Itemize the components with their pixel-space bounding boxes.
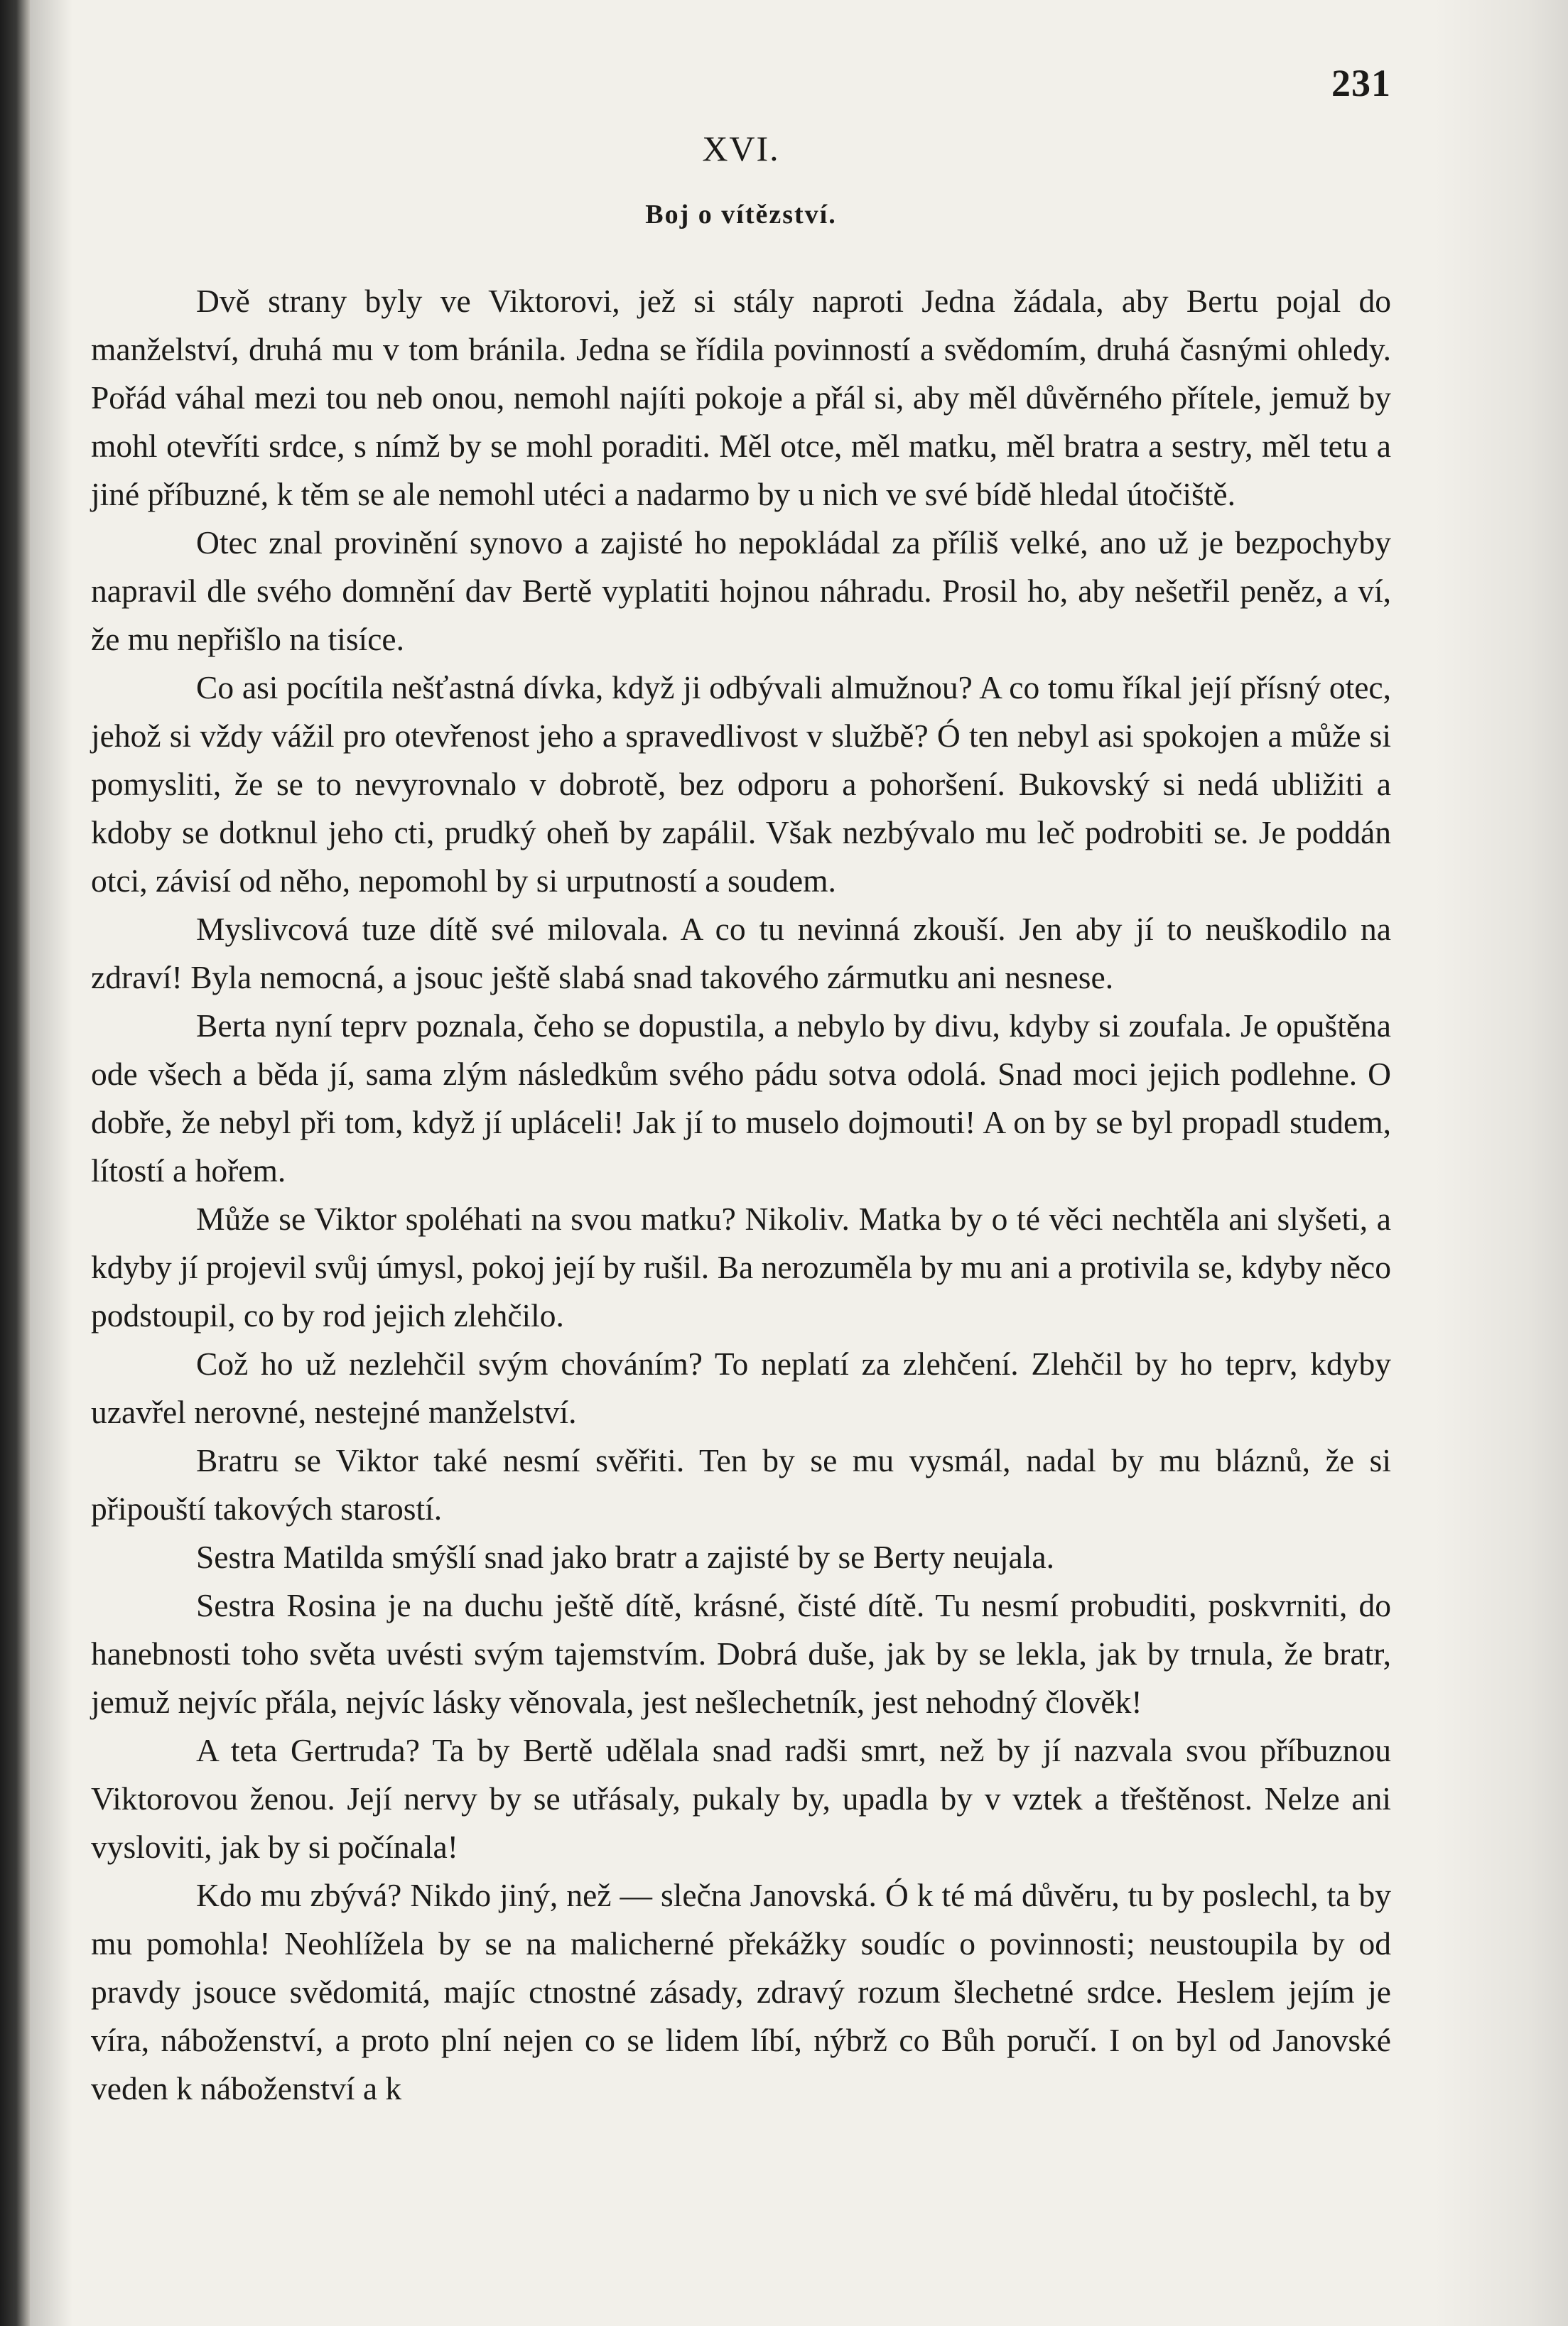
paragraph: A teta Gertruda? Ta by Bertě udělala snad radši smrt, než by jí nazvala svou příbuznou Viktorovou ženou. Její nervy by se utřásaly, pukaly by, upadla by v vztek a třeštěnost. Nelze ani vysloviti, jak by si počínala! — [91, 1732, 1391, 1865]
paragraph: Berta nyní teprv poznala, čeho se dopustila, a nebylo by divu, kdyby si zoufala. Je opuštěna ode všech a běda jí, sama zlým následkům svého pádu sotva odolá. Snad moci jejich podlehne. O dobře, že nebyl při tom, když jí upláceli! Jak jí to muselo dojmouti! A on by se byl propadl studem, lítostí a hořem. — [91, 1007, 1391, 1189]
paragraph: Což ho už nezlehčil svým chováním? To neplatí za zlehčení. Zlehčil by ho teprv, kdyby uzavřel nerovné, nestejné manželství. — [91, 1346, 1391, 1430]
book-binding-edge — [0, 0, 30, 2326]
paragraph: Dvě strany byly ve Viktorovi, jež si stály naproti Jedna žádala, aby Bertu pojal do manželství, druhá mu v tom bránila. Jedna se řídila povinností a svědomím, druhá časnými ohledy. Pořád váhal mezi tou neb onou, nemohl najíti pokoje a přál si, aby měl důvěrného přítele, jemuž by mohl otevříti srdce, s nímž by se mohl poraditi. Měl otce, měl matku, měl bratra a sestry, měl tetu a jiné příbuzné, k těm se ale nemohl utéci a nadarmo by u nich ve své bídě hledal útočiště. — [91, 283, 1391, 512]
chapter-title: Boj o vítězství. — [645, 200, 837, 229]
paragraph: Může se Viktor spoléhati na svou matku? Nikoliv. Matka by o té věci nechtěla ani slyšeti, a kdyby jí projevil svůj úmysl, pokoj její by rušil. Ba nerozuměla by mu ani a protivila se, kdyby něco podstoupil, co by rod jejich zlehčilo. — [91, 1201, 1391, 1334]
paragraph: Sestra Matilda smýšlí snad jako bratr a zajisté by se Berty neujala. — [196, 1539, 1054, 1575]
paragraph: Myslivcová tuze dítě své milovala. A co tu nevinná zkouší. Jen aby jí to neuškodilo na zdraví! Byla nemocná, a jsouc ještě slabá snad takového zármutku ani nesnese. — [91, 911, 1391, 995]
paragraph: Otec znal provinění synovo a zajisté ho nepokládal za příliš velké, ano už je bezpochyby napravil dle svého domnění dav Bertě vyplatiti hojnou náhradu. Prosil ho, aby nešetřil peněz, a ví, že mu nepřišlo na tisíce. — [91, 524, 1391, 657]
book-page — [91, 43, 1391, 2302]
paragraph: Bratru se Viktor také nesmí svěřiti. Ten by se mu vysmál, nadal by mu bláznů, že si připouští takových starostí. — [91, 1442, 1391, 1527]
chapter-numeral: XVI. — [702, 129, 780, 168]
gutter-shadow — [30, 0, 72, 2326]
paragraph: Sestra Rosina je na duchu ještě dítě, krásné, čisté dítě. Tu nesmí probuditi, poskvrniti, do hanebnosti toho světa uvésti svým tajemstvím. Dobrá duše, jak by se lekla, jak by trnula, že bratr, jemuž nejvíc přála, nejvíc lásky věnovala, jest nešlechetník, jest nehodný člověk! — [91, 1587, 1391, 1720]
page-number: 231 — [1331, 62, 1391, 104]
body-text — [91, 277, 1391, 2113]
page-edge-shade — [1433, 0, 1568, 2326]
paragraph: Co asi pocítila nešťastná dívka, když ji odbývali almužnou? A co tomu říkal její přísný otec, jehož si vždy vážil pro otevřenost jeho a spravedlivost v službě? Ó ten nebyl asi spokojen a může si pomysliti, že se to nevyrovnalo v dobrotě, bez odporu a pohoršení. Bukovský si nedá ubližiti a kdoby se dotknul jeho cti, prudký oheň by zapálil. Však nezbývalo mu leč podrobiti se. Je poddán otci, závisí od něho, nepomohl by si urputností a soudem. — [91, 669, 1391, 899]
paragraph: Kdo mu zbývá? Nikdo jiný, než — slečna Janovská. Ó k té má důvěru, tu by poslechl, ta by mu pomohla! Neohlížela by se na malicherné překážky soudíc o povinnosti; neustoupila by od pravdy jsouce svědomitá, majíc ctnostné zásady, zdravý rozum šlechetné srdce. Heslem jejím je víra, náboženství, a proto plní nejen co se lidem líbí, nýbrž co Bůh poručí. I on byl od Janovské veden k náboženství a k — [91, 1877, 1391, 2106]
